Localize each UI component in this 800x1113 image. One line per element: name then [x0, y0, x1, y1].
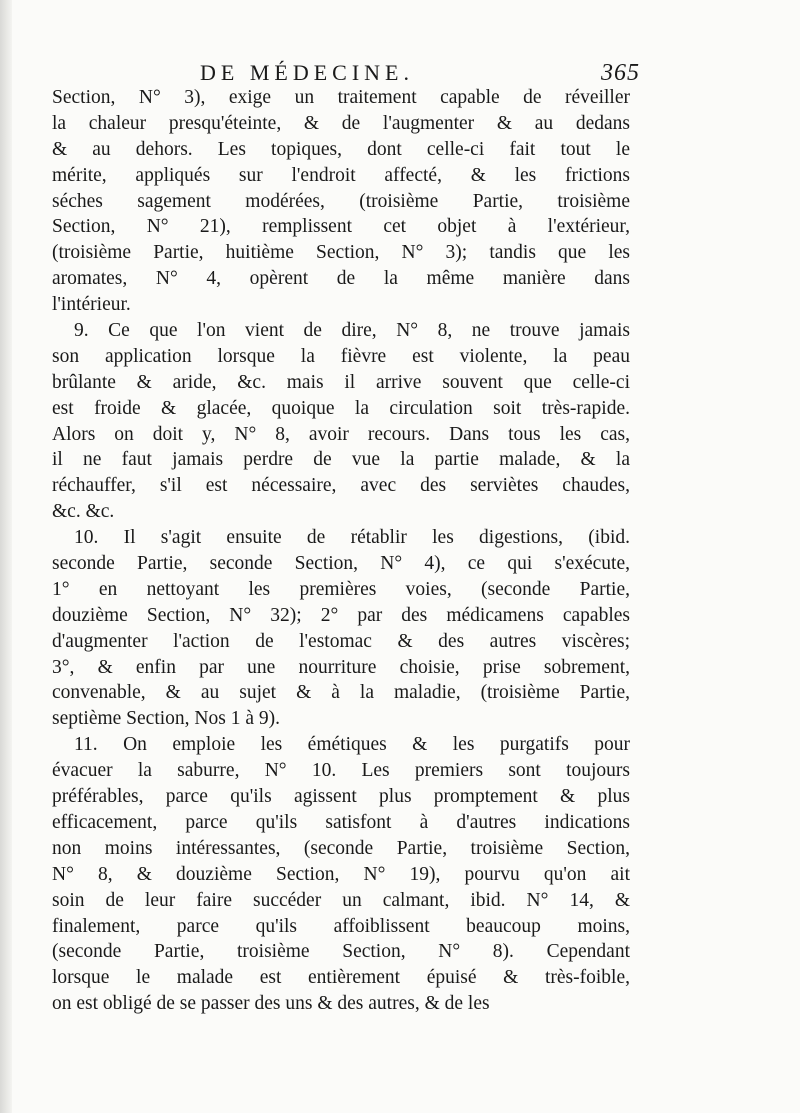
text-line: N° 8, & douzième Section, N° 19), pourvu qu'on ait: [52, 863, 630, 885]
text-line: (seconde Partie, troisième Section, N° 8). Cependant: [52, 941, 630, 963]
text-line: &c. &c.: [52, 501, 115, 523]
text-line: septième Section, Nos 1 à 9).: [52, 708, 280, 730]
text-line: séches sagement modérées, (troisième Partie, troisième: [52, 190, 630, 212]
text-line: préférables, parce qu'ils agissent plus promptement & plus: [52, 786, 630, 808]
text-line: douzième Section, N° 32); 2° par des médicamens capables: [52, 604, 630, 626]
text-line: Alors on doit y, N° 8, avoir recours. Dans tous les cas,: [52, 423, 630, 445]
text-line: non moins intéressantes, (seconde Partie, troisième Section,: [52, 837, 630, 859]
text-line: évacuer la saburre, N° 10. Les premiers sont toujours: [52, 760, 630, 782]
text-line: son application lorsque la fièvre est violente, la peau: [52, 345, 630, 367]
running-head-title: DE MÉDECINE.: [200, 60, 414, 85]
text-line: Section, N° 21), remplissent cet objet à l'extérieur,: [52, 216, 630, 238]
text-line: l'intérieur.: [52, 294, 131, 316]
text-line: efficacement, parce qu'ils satisfont à d'autres indications: [52, 811, 630, 833]
text-line: 10. Il s'agit ensuite de rétablir les digestions, (ibid.: [74, 527, 630, 549]
text-line: est froide & glacée, quoique la circulation soit très-rapide.: [52, 397, 630, 419]
text-line: la chaleur presqu'éteinte, & de l'augmenter & au dedans: [52, 112, 630, 134]
text-line: brûlante & aride, &c. mais il arrive souvent que celle-ci: [52, 371, 630, 393]
text-line: seconde Partie, seconde Section, N° 4), ce qui s'exécute,: [52, 553, 630, 575]
text-line: réchauffer, s'il est nécessaire, avec des serviètes chaudes,: [52, 475, 630, 497]
text-line: Section, N° 3), exige un traitement capable de réveiller: [52, 87, 630, 108]
page-number: 365: [601, 60, 640, 86]
text-line: & au dehors. Les topiques, dont celle-ci fait tout le: [52, 138, 630, 160]
text-line: finalement, parce qu'ils affoiblissent beaucoup moins,: [52, 915, 630, 937]
body-text: [52, 85, 630, 1017]
text-line: soin de leur faire succéder un calmant, ibid. N° 14, &: [52, 889, 630, 911]
text-line: 9. Ce que l'on vient de dire, N° 8, ne trouve jamais: [74, 320, 630, 342]
text-line: 1° en nettoyant les premières voies, (seconde Partie,: [52, 578, 630, 600]
text-line: mérite, appliqués sur l'endroit affecté, & les frictions: [52, 164, 630, 186]
text-line: convenable, & au sujet & à la maladie, (troisième Partie,: [52, 682, 630, 704]
text-line: 3°, & enfin par une nourriture choisie, prise sobrement,: [52, 656, 630, 678]
text-line: 11. On emploie les émétiques & les purgatifs pour: [74, 734, 630, 756]
text-line: il ne faut jamais perdre de vue la partie malade, & la: [52, 449, 630, 471]
gutter-shadow: [0, 0, 12, 1113]
text-line: (troisième Partie, huitième Section, N° 3); tandis que les: [52, 242, 630, 264]
text-line: on est obligé de se passer des uns & des autres, & de les: [52, 993, 490, 1015]
text-line: aromates, N° 4, opèrent de la même manière dans: [52, 268, 630, 290]
text-line: lorsque le malade est entièrement épuisé & très-foible,: [52, 967, 630, 989]
text-line: d'augmenter l'action de l'estomac & des autres viscères;: [52, 630, 630, 652]
